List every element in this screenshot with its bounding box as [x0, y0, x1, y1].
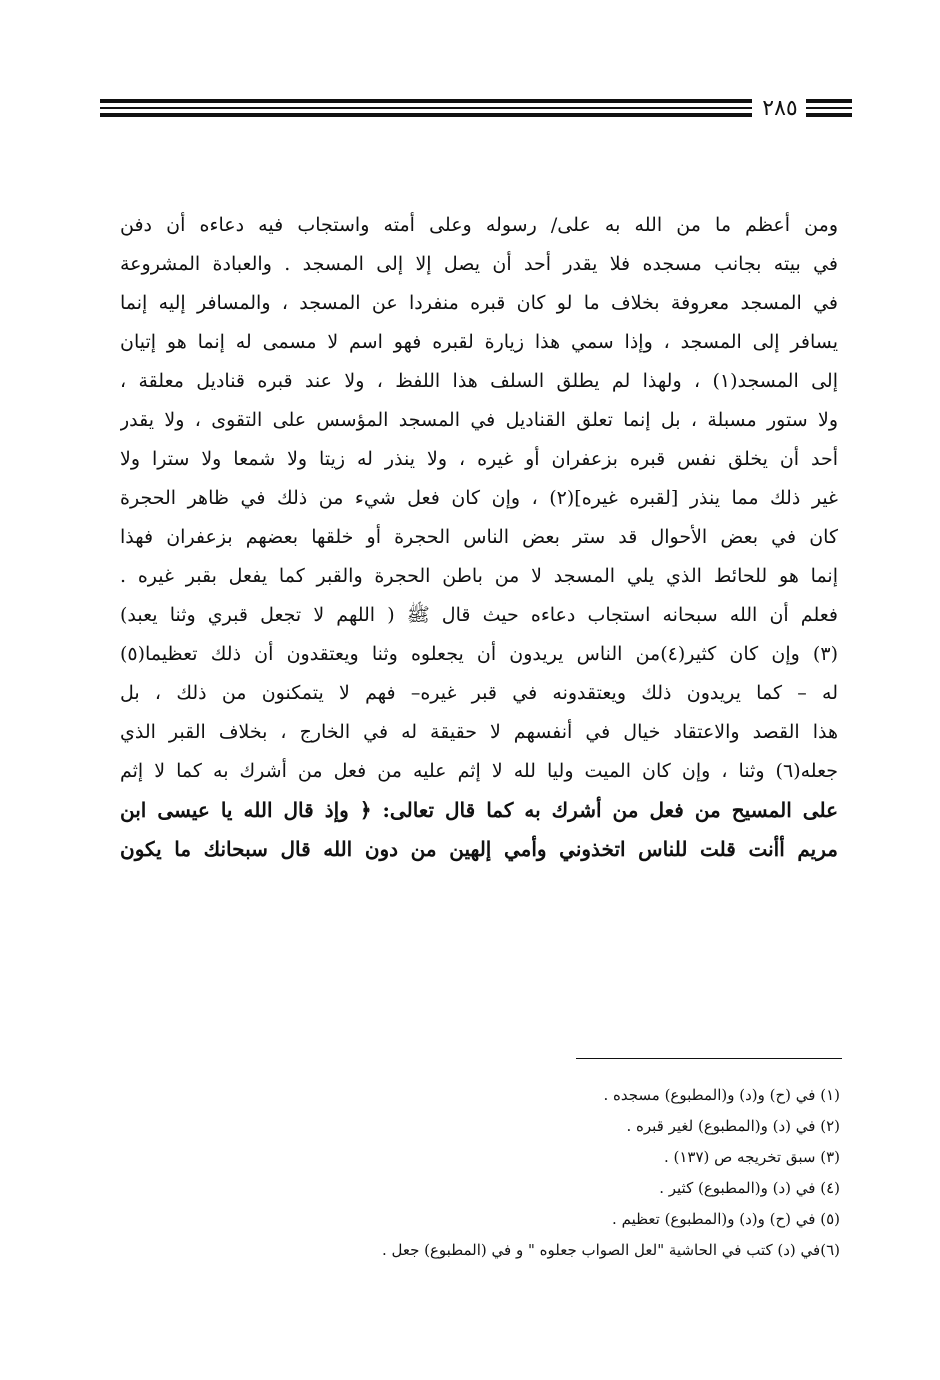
footnote: (١) في (ح) و(د) و(المطبوع) مسجده .	[603, 1086, 840, 1104]
main-text	[120, 206, 838, 869]
text-line: هذا القصد والاعتقاد خيال في أنفسهم لا حقيقة له في الخارج ، بخلاف القبر الذي	[120, 721, 838, 743]
text-line: جعله(٦) وثنا ، وإن كان الميت وليا لله لا إثم عليه من فعل من أشرك به كما لا إثم	[120, 760, 838, 782]
text-line: ومن أعظم ما من الله به على/ رسوله وعلى أمته واستجاب فيه دعاءه أن دفن	[120, 214, 838, 236]
text-line: أحد أن يخلق نفس قبره بزعفران أو غيره ، ولا ينذر له زيتا ولا شمعا ولا سترا ولا	[120, 448, 838, 470]
text-line: كان في بعض الأحوال قد ستر بعض الناس الحجرة أو خلقها بعضهم بزعفران فهذا	[120, 526, 838, 548]
footnote: (٢) في (د) و(المطبوع) لغير قبره .	[626, 1117, 840, 1135]
header-rule	[100, 113, 752, 117]
text-line: يسافر إلى المسجد ، وإذا سمي هذا زيارة لقبره فهو اسم لا مسمى له إنما هو إتيان	[120, 331, 838, 353]
text-line: غير ذلك مما ينذر [لقبره غيره](٢) ، وإن كان فعل شيء من ذلك في ظاهر الحجرة	[120, 487, 838, 509]
footnote-separator	[576, 1058, 842, 1059]
header-rule	[806, 99, 852, 103]
header-rule	[100, 107, 752, 109]
header-rule	[806, 107, 852, 109]
text-line: (٣) وإن كان كثير(٤)من الناس يريدون أن يجعلوه وثنا ويعتقدون أن ذلك تعظيما(٥)	[120, 643, 838, 665]
text-line: في المسجد معروفة بخلاف ما لو كان قبره منفردا عن المسجد ، والمسافر إليه إنما	[120, 292, 838, 314]
footnote: (٦)في (د) كتب في الحاشية "لعل الصواب جعلوه " و في (المطبوع) جعل .	[381, 1241, 840, 1259]
page-header	[100, 96, 852, 126]
text-line: ولا ستور مسبلة ، بل إنما تعلق القناديل في المسجد المؤسس على التقوى ، ولا يقدر	[120, 409, 838, 431]
header-rule	[100, 99, 752, 103]
quran-verse-line: على المسيح من فعل من أشرك به كما قال تعالى: ﴿ وإذ قال الله يا عيسى ابن	[120, 798, 838, 822]
text-line: إنما هو للحائط الذي يلي المسجد لا من باطن الحجرة والقبر كما يفعل بقبر غيره .	[120, 565, 838, 587]
header-rule	[806, 113, 852, 117]
text-line: له – كما يريدون ذلك ويعتقدونه في قبر غيره– فهم لا يتمكنون من ذلك ، بل	[120, 682, 838, 704]
footnote: (٣) سبق تخريجه ص (١٣٧) .	[663, 1148, 840, 1166]
quran-verse-line: مريم أأنت قلت للناس اتخذوني وأمي إلهين من دون الله قال سبحانك ما يكون	[120, 837, 838, 861]
text-line: إلى المسجد(١) ، ولهذا لم يطلق السلف هذا اللفظ ، ولا عند قبره قناديل معلقة ،	[120, 370, 838, 392]
text-line: في بيته بجانب مسجده فلا يقدر أحد أن يصل إلا إلى المسجد . والعبادة المشروعة	[120, 253, 838, 275]
footnote: (٥) في (ح) و(د) و(المطبوع) تعظيم .	[612, 1210, 840, 1228]
footnote: (٤) في (د) و(المطبوع) كثير .	[659, 1179, 840, 1197]
page-number: ٢٨٥	[762, 96, 798, 121]
text-line: فعلم أن الله سبحانه استجاب دعاءه حيث قال ﷺ ( اللهم لا تجعل قبري وثنا يعبد)	[120, 604, 838, 626]
footnotes	[330, 1080, 840, 1266]
